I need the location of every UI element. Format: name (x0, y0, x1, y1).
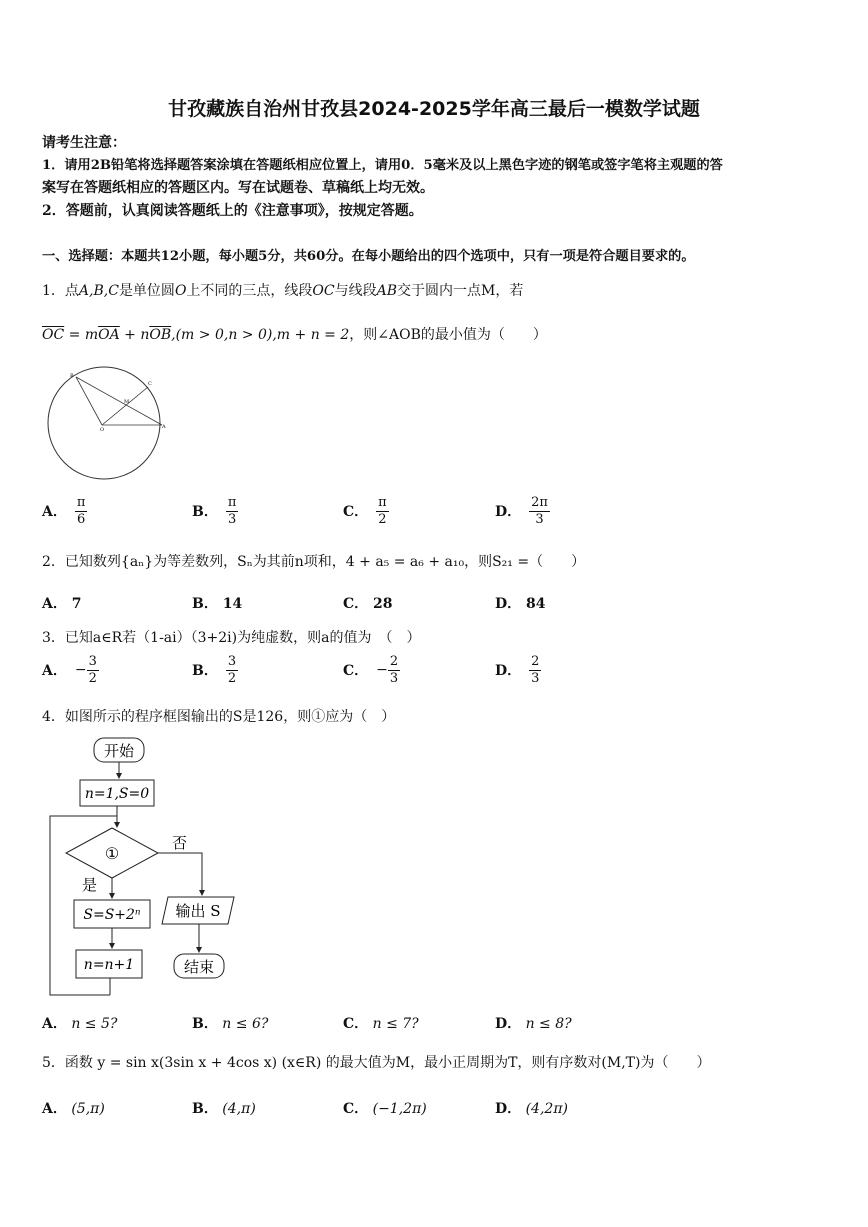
question-1-stem: 1．点A,B,C是单位圆O上不同的三点，线段OC与线段AB交于圆内一点M，若 (42, 283, 524, 299)
flow-no-label: 否 (172, 834, 188, 852)
flow-init-label: n=1,S=0 (84, 786, 150, 802)
q1-option-b[interactable]: B． $\frac{\pi}{3}$ (192, 495, 237, 527)
q3-option-c[interactable]: C． − $\frac{2}{3}$ (343, 654, 399, 686)
question-4-stem: 4．如图所示的程序框图输出的S是126，则①应为（ ） (42, 709, 396, 725)
label-a: A (162, 424, 166, 430)
q4-option-b[interactable]: B． n ≤ 6? (192, 1016, 269, 1032)
q1-option-d[interactable]: D． $\frac{2\pi}{3}$ (495, 495, 548, 527)
q3-option-b[interactable]: B． $\frac{3}{2}$ (192, 654, 237, 686)
q1-option-c[interactable]: C． $\frac{\pi}{2}$ (343, 495, 387, 527)
q4-option-c[interactable]: C． n ≤ 7? (343, 1016, 419, 1032)
notice-line-1: 1．请用2B铅笔将选择题答案涂填在答题纸相应位置上，请用0．5毫米及以上黑色字迹的钢笔或签字笔将主观题的答 (42, 158, 723, 173)
flow-condition-label: ① (104, 844, 120, 863)
q4-option-d[interactable]: D． n ≤ 8? (495, 1016, 572, 1032)
q1-option-a[interactable]: A． $\frac{\pi}{6}$ (42, 495, 86, 527)
label-o: O (100, 427, 105, 433)
section-heading: 一、选择题：本题共12小题，每小题5分，共60分。在每小题给出的四个选项中，只有一项是符合题目要求的。 (42, 249, 695, 264)
q5-option-d[interactable]: D． (4,2π) (495, 1101, 568, 1117)
flowchart (40, 732, 240, 1000)
label-b: B (70, 373, 74, 379)
flow-start-label: 开始 (103, 742, 135, 760)
flow-yes-label: 是 (82, 876, 98, 894)
notice-line-3: 2．答题前，认真阅读答题纸上的《注意事项》，按规定答题。 (42, 203, 423, 219)
question-1-formula: $\overline{OC} = m\overline{OA} + n\overline{OB},(m > 0,n > 0),m + n = 2$，则∠AOB的最小值为（ ） (42, 327, 547, 343)
q5-option-a[interactable]: A． (5,π) (42, 1101, 105, 1117)
segment-oc (102, 387, 148, 425)
q4-option-a[interactable]: A． n ≤ 5? (42, 1016, 118, 1032)
q3-option-a[interactable]: A． − $\frac{3}{2}$ (42, 654, 97, 686)
question-3-stem: 3．已知a∈R若（1-ai）（3+2i)为纯虚数，则a的值为 （ ） (42, 630, 421, 646)
page-title: 甘孜藏族自治州甘孜县2024-2025学年高三最后一模数学试题 (168, 98, 700, 120)
notice-line-2: 案写在答题纸相应的答题区内。写在试题卷、草稿纸上均无效。 (42, 180, 434, 196)
question-2-stem: 2．已知数列{aₙ}为等差数列，Sₙ为其前n项和，4 + a₅ = a₆ + a₁₀，则S₂₁ =（ ） (42, 554, 586, 570)
q2-option-c[interactable]: C． 28 (343, 596, 393, 612)
q5-option-c[interactable]: C． (−1,2π) (343, 1101, 427, 1117)
flow-step-sum-label: S=S+2ⁿ (83, 907, 141, 923)
question-5-stem: 5．函数 y = sin x(3sin x + 4cos x) (x∈R) 的最大值为M，最小正周期为T，则有序数对(M,T)为（ ） (42, 1055, 711, 1071)
label-c: C (148, 381, 152, 387)
flow-end-label: 结束 (183, 958, 215, 976)
q2-option-a[interactable]: A． 7 (42, 596, 82, 612)
flow-step-increment-label: n=n+1 (83, 957, 135, 973)
q2-option-d[interactable]: D． 84 (495, 596, 546, 612)
q2-option-b[interactable]: B． 14 (192, 596, 243, 612)
notice-heading: 请考生注意： (42, 135, 126, 151)
circle-figure (44, 365, 176, 481)
q5-option-b[interactable]: B． (4,π) (192, 1101, 256, 1117)
label-m: M (124, 399, 130, 405)
q3-option-d[interactable]: D． $\frac{2}{3}$ (495, 654, 540, 686)
flow-output-label: 输出 S (175, 902, 221, 920)
